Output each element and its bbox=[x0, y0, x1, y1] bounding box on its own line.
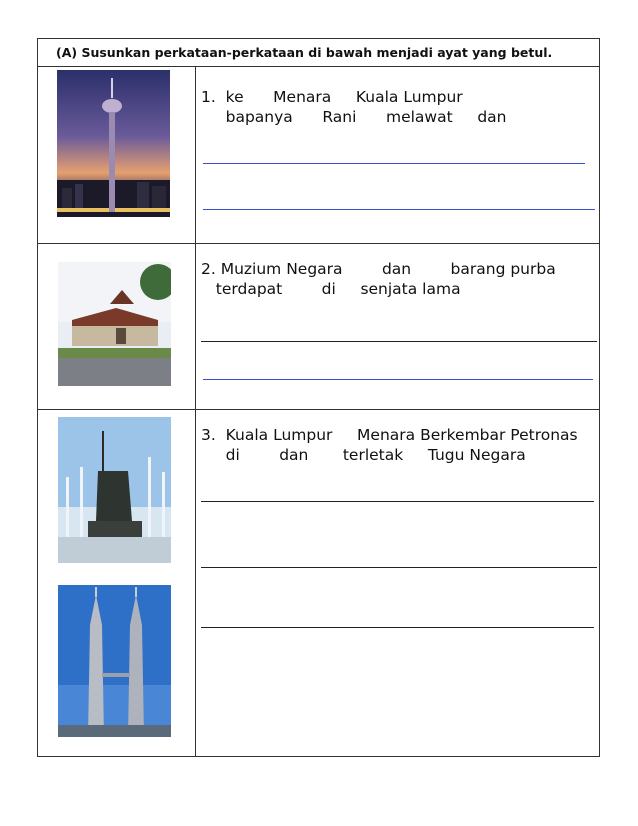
question-3-line-1: 3. Kuala Lumpur Menara Berkembar Petronas bbox=[201, 426, 578, 444]
row-divider-2 bbox=[38, 409, 599, 410]
worksheet bbox=[37, 38, 600, 757]
question-1-line-1: 1. ke Menara Kuala Lumpur bbox=[201, 88, 463, 106]
muzium-negara-photo bbox=[58, 262, 171, 386]
question-2-line-1: 2. Muzium Negara dan barang purba bbox=[201, 260, 556, 278]
answer-line-1b[interactable] bbox=[203, 209, 595, 210]
question-2-line-2: terdapat di senjata lama bbox=[201, 280, 461, 298]
instruction-header bbox=[38, 39, 599, 67]
answer-line-3c[interactable] bbox=[201, 627, 594, 628]
answer-line-3a[interactable] bbox=[201, 501, 594, 502]
answer-line-2b[interactable] bbox=[203, 379, 593, 380]
kl-tower-photo bbox=[57, 70, 170, 217]
question-3-line-2: di dan terletak Tugu Negara bbox=[201, 446, 526, 464]
question-1-line-2: bapanya Rani melawat dan bbox=[201, 108, 507, 126]
answer-line-2a[interactable] bbox=[201, 341, 597, 342]
answer-line-3b[interactable] bbox=[201, 567, 597, 568]
answer-line-1a[interactable] bbox=[203, 163, 585, 164]
row-divider-1 bbox=[38, 243, 599, 244]
column-divider bbox=[195, 67, 196, 756]
instruction-text: (A) Susunkan perkataan-perkataan di bawah menjadi ayat yang betul. bbox=[56, 45, 553, 60]
petronas-towers-photo bbox=[58, 585, 171, 737]
tugu-negara-photo bbox=[58, 417, 171, 563]
